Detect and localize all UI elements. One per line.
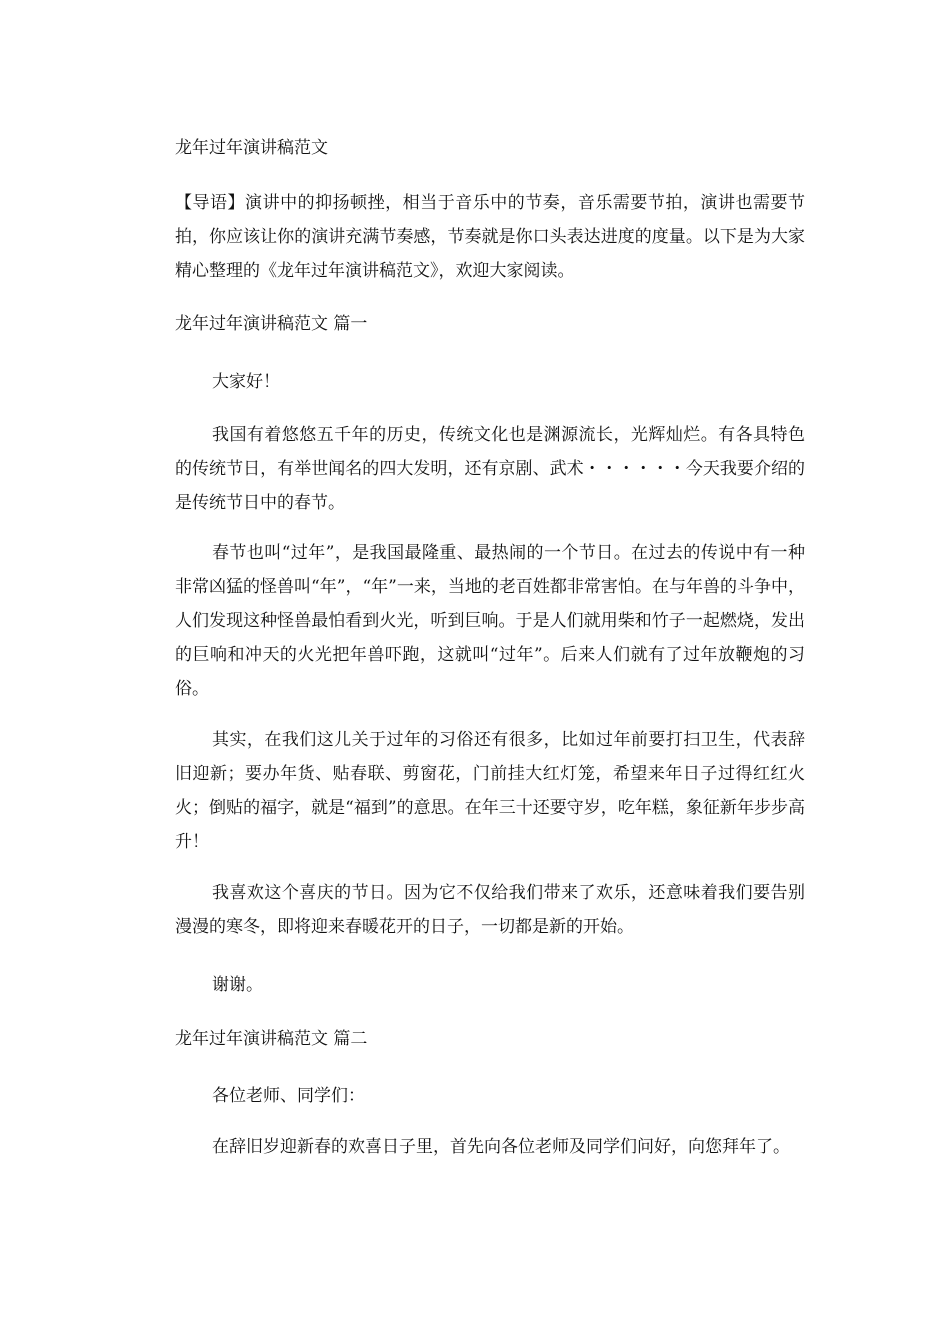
section1-paragraph-1: 我国有着悠悠五千年的历史，传统文化也是渊源流长，光辉灿烂。有各具特色的传统节日，有举世闻名的四大发明，还有京剧、武术・・・・・・今天我要介绍的是传统节日中的春节。	[175, 425, 805, 513]
intro-paragraph: 【导语】演讲中的抑扬顿挫，相当于音乐中的节奏，音乐需要节拍，演讲也需要节拍，你应该让你的演讲充满节奏感，节奏就是你口头表达进度的度量。以下是为大家精心整理的《龙年过年演讲稿范文》，欢迎大家阅读。	[175, 193, 805, 281]
section1-closing: 谢谢。	[212, 975, 263, 995]
section-heading-2: 龙年过年演讲稿范文 篇二	[175, 1029, 368, 1049]
section2-paragraph-1: 在辞旧岁迎新春的欢喜日子里，首先向各位老师及同学们问好，向您拜年了。	[212, 1137, 790, 1157]
section1-greeting: 大家好！	[212, 372, 280, 392]
section1-paragraph-4: 我喜欢这个喜庆的节日。因为它不仅给我们带来了欢乐，还意味着我们要告别漫漫的寒冬，即将迎来春暖花开的日子，一切都是新的开始。	[175, 883, 805, 937]
section1-paragraph-2: 春节也叫“过年”，是我国最隆重、最热闹的一个节日。在过去的传说中有一种非常凶猛的怪兽叫“年”，“年”一来，当地的老百姓都非常害怕。在与年兽的斗争中，人们发现这种怪兽最怕看到火光，听到巨响。于是人们就用柴和竹子一起燃烧，发出的巨响和冲天的火光把年兽吓跑，这就叫“过年”。后来人们就有了过年放鞭炮的习俗。	[175, 543, 805, 699]
document-title: 龙年过年演讲稿范文	[175, 138, 328, 158]
section1-paragraph-3: 其实，在我们这儿关于过年的习俗还有很多，比如过年前要打扫卫生，代表辞旧迎新；要办年货、贴春联、剪窗花，门前挂大红灯笼，希望来年日子过得红红火火；倒贴的福字，就是“福到”的意思。在年三十还要守岁，吃年糕，象征新年步步高升！	[175, 730, 805, 852]
section2-greeting: 各位老师、同学们：	[212, 1086, 365, 1106]
section-heading-1: 龙年过年演讲稿范文 篇一	[175, 314, 368, 334]
